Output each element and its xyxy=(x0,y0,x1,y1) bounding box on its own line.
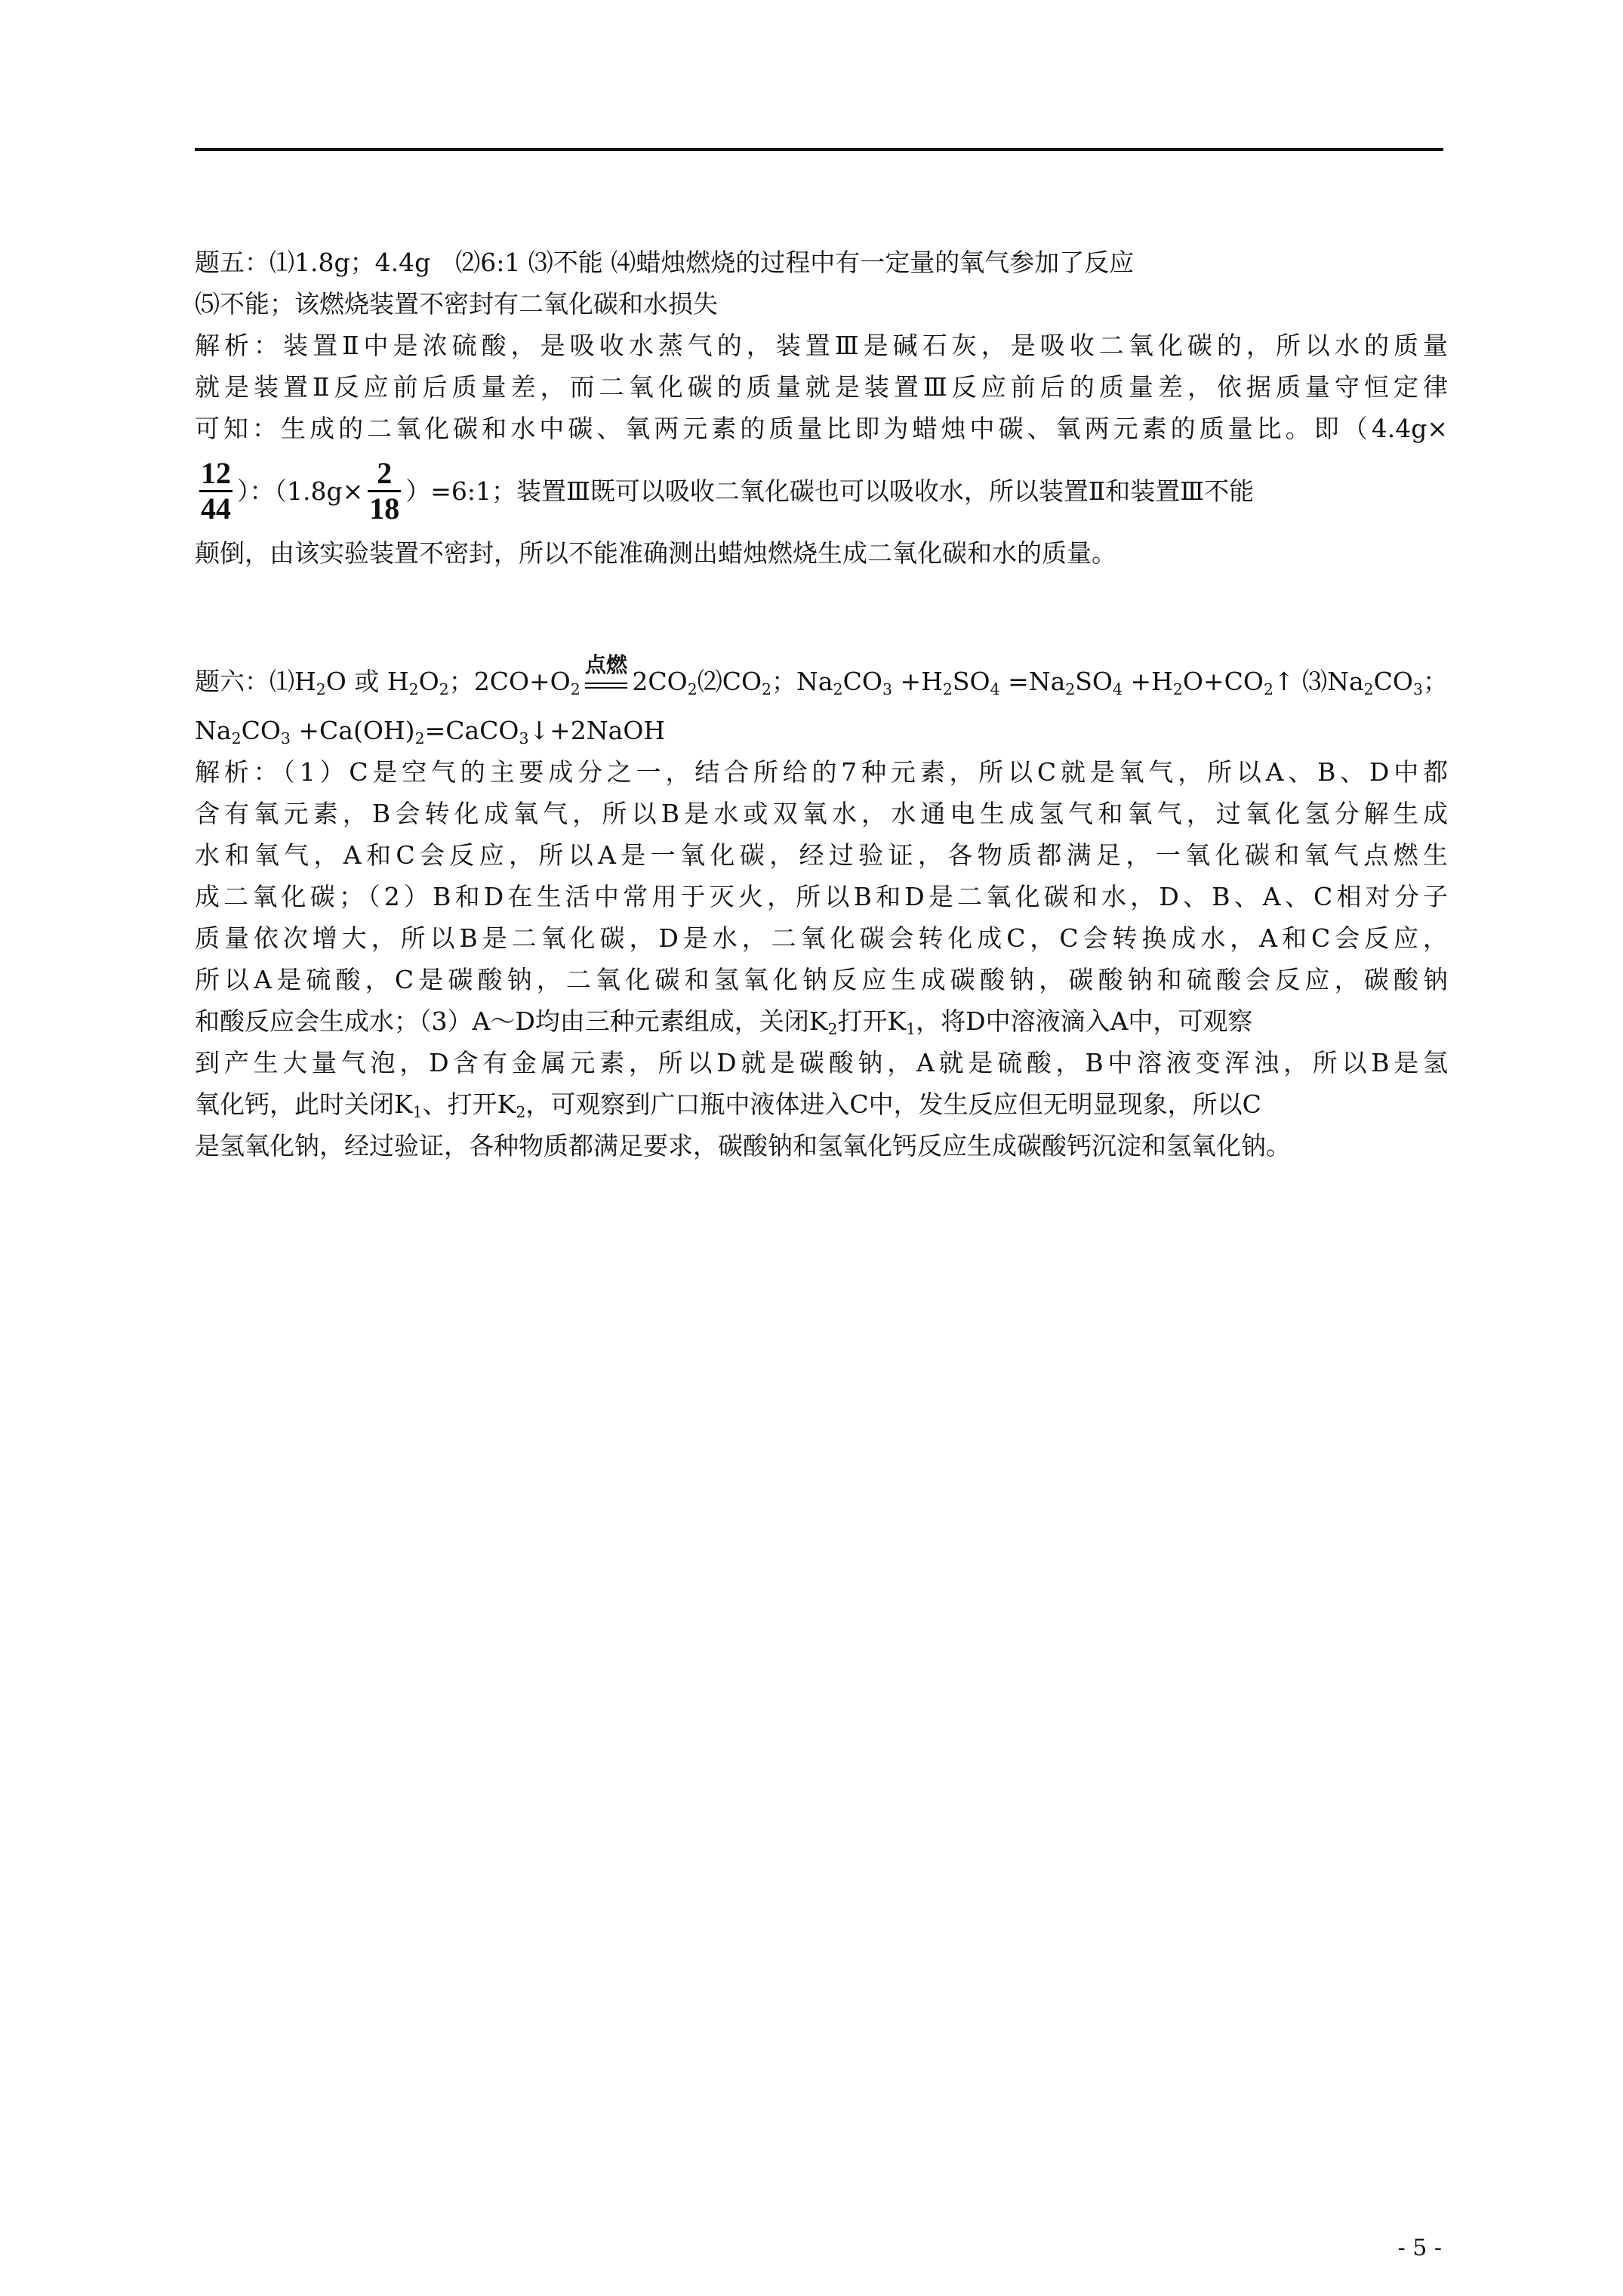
s6-text: ，将D中溶液滴入A中，可观察 xyxy=(916,1006,1253,1036)
s6-text: CO xyxy=(241,716,281,745)
fraction-numerator: 12 xyxy=(199,457,233,492)
section-5 xyxy=(195,242,1448,574)
s6-text: CO xyxy=(1373,667,1413,696)
s6-text: ⑵CO xyxy=(697,667,762,696)
s6-text: 2CO xyxy=(632,667,688,696)
reaction-condition-label: 点燃 xyxy=(585,652,628,677)
section-6 xyxy=(195,642,1448,1166)
s6-text: 打开K xyxy=(837,1006,907,1036)
fraction-denominator: 18 xyxy=(369,491,400,525)
s6-text: 氧化钙，此时关闭K xyxy=(195,1089,413,1119)
subscript: 1 xyxy=(906,1020,916,1039)
subscript: 2 xyxy=(1065,680,1076,699)
subscript: 4 xyxy=(990,680,1000,699)
s6-text: +Ca(OH) xyxy=(290,716,415,745)
s6-analysis-line-8: 到产生大量气泡，D含有金属元素，所以D就是碳酸钠，A就是硫酸，B中溶液变浑浊，所以B是氢 xyxy=(195,1048,1448,1077)
subscript: 2 xyxy=(762,680,772,699)
s6-text: =CaCO xyxy=(424,716,519,745)
header-rule xyxy=(195,148,1443,151)
s6-text: O+CO xyxy=(1182,667,1264,696)
fraction-12-44 xyxy=(199,457,233,525)
subscript: 2 xyxy=(439,680,449,699)
s6-text: O xyxy=(418,667,439,696)
subscript: 2 xyxy=(1363,680,1374,699)
s5-analysis-fraction-line xyxy=(195,449,1448,532)
s5-fraction-text-1: ）：（1.8g× xyxy=(237,476,364,506)
fraction-2-18 xyxy=(368,457,401,525)
s6-text: +H xyxy=(892,667,943,696)
subscript: 2 xyxy=(231,729,242,748)
subscript: 2 xyxy=(1263,680,1273,699)
s6-text: ；Na xyxy=(771,667,833,696)
subscript: 2 xyxy=(833,680,843,699)
s6-analysis-line-5: 质量依次增大，所以B是二氧化碳，D是水，二氧化碳会转化成C，C会转换成水，A和C会反应， xyxy=(195,923,1448,953)
subscript: 3 xyxy=(280,729,291,748)
s6-analysis-line-6: 所以A是硫酸，C是碳酸钠，二氧化碳和氢氧化钠反应生成碳酸钠，碳酸钠和硫酸会反应，碳酸钠 xyxy=(195,965,1448,994)
subscript: 1 xyxy=(412,1103,423,1122)
subscript: 3 xyxy=(519,729,529,748)
s6-text: Na xyxy=(195,716,232,745)
subscript: 2 xyxy=(414,729,425,748)
s6-text: SO xyxy=(952,667,990,696)
s6-text: 、打开K xyxy=(422,1089,516,1119)
subscript: 2 xyxy=(408,680,419,699)
subscript: 2 xyxy=(687,680,698,699)
s6-text: ，可观察到广口瓶中液体进入C中，发生反应但无明显现象，所以C xyxy=(525,1089,1261,1119)
fraction-numerator: 2 xyxy=(368,457,401,492)
subscript: 2 xyxy=(316,680,326,699)
s5-fraction-text-2: ）=6:1；装置Ⅲ既可以吸收二氧化碳也可以吸收水，所以装置Ⅱ和装置Ⅲ不能 xyxy=(405,476,1255,506)
subscript: 3 xyxy=(1412,680,1423,699)
subscript: 2 xyxy=(942,680,953,699)
fraction-denominator: 44 xyxy=(201,491,231,525)
subscript: 2 xyxy=(827,1020,838,1039)
s6-text: 和酸反应会生成水；（3）A～D均由三种元素组成，关闭K xyxy=(195,1006,828,1036)
s5-analysis-line-2: 就是装置Ⅱ反应前后质量差，而二氧化碳的质量就是装置Ⅲ反应前后的质量差，依据质量守恒定律 xyxy=(195,372,1448,402)
s6-analysis-line-7 xyxy=(195,1000,1448,1042)
s6-text: ↓+2NaOH xyxy=(528,716,666,745)
s6-answer-line-2 xyxy=(195,710,1448,751)
s6-text: ； xyxy=(1423,667,1448,696)
s5-analysis-line-1: 解析：装置Ⅱ中是浓硫酸，是吸收水蒸气的，装置Ⅲ是碱石灰，是吸收二氧化碳的，所以水的质量 xyxy=(195,331,1448,360)
s6-analysis-line-2: 含有氧元素，B会转化成氧气，所以B是水或双氧水，水通电生成氢气和氧气，过氧化氢分解生成 xyxy=(195,799,1448,828)
subscript: 2 xyxy=(1172,680,1183,699)
s6-text: ；2CO+O xyxy=(448,667,571,696)
subscript: 2 xyxy=(516,1103,526,1122)
s6-text: +H xyxy=(1122,667,1173,696)
s5-analysis-line-5: 颠倒，由该实验装置不密封，所以不能准确测出蜡烛燃烧生成二氧化碳和水的质量。 xyxy=(195,538,1116,568)
s6-analysis-line-10: 是氢氧化钠，经过验证，各种物质都满足要求，碳酸钠和氢氧化钙反应生成碳酸钙沉淀和氢氧化钠。 xyxy=(195,1131,1291,1160)
s6-answer-line-1 xyxy=(195,642,1448,702)
s6-analysis-line-4: 成二氧化碳；（2）B和D在生活中常用于灭火，所以B和D是二氧化碳和水，D、B、A、C相对分子 xyxy=(195,882,1448,911)
s6-text: ↑ ⑶Na xyxy=(1273,667,1364,696)
s6-text: =Na xyxy=(999,667,1066,696)
s6-analysis-line-9 xyxy=(195,1083,1448,1125)
s6-text: O 或 H xyxy=(325,667,409,696)
s6-text: SO xyxy=(1075,667,1113,696)
page-number: - 5 - xyxy=(1397,2235,1442,2261)
s6-text: 题六：⑴H xyxy=(195,667,316,696)
s5-answer-line-2: ⑸不能；该燃烧装置不密封有二氧化碳和水损失 xyxy=(195,289,718,319)
subscript: 4 xyxy=(1112,680,1123,699)
s5-answer-line-1: 题五：⑴1.8g；4.4g ⑵6:1 ⑶不能 ⑷蜡烛燃烧的过程中有一定量的氧气参加了反应 xyxy=(195,248,1135,277)
reaction-condition-arrow xyxy=(584,652,630,702)
s5-analysis-line-3: 可知：生成的二氧化碳和水中碳、氧两元素的质量比即为蜡烛中碳、氧两元素的质量比。即（4.4g× xyxy=(195,414,1448,443)
subscript: 2 xyxy=(570,680,581,699)
s6-text: CO xyxy=(842,667,882,696)
s6-analysis-line-1: 解析：（1）C是空气的主要成分之一，结合所给的7种元素，所以C就是氧气，所以A、B、D中都 xyxy=(195,757,1448,787)
subscript: 3 xyxy=(882,680,892,699)
s6-analysis-line-3: 水和氧气，A和C会反应，所以A是一氧化碳，经过验证，各物质都满足，一氧化碳和氧气点燃生 xyxy=(195,840,1448,870)
